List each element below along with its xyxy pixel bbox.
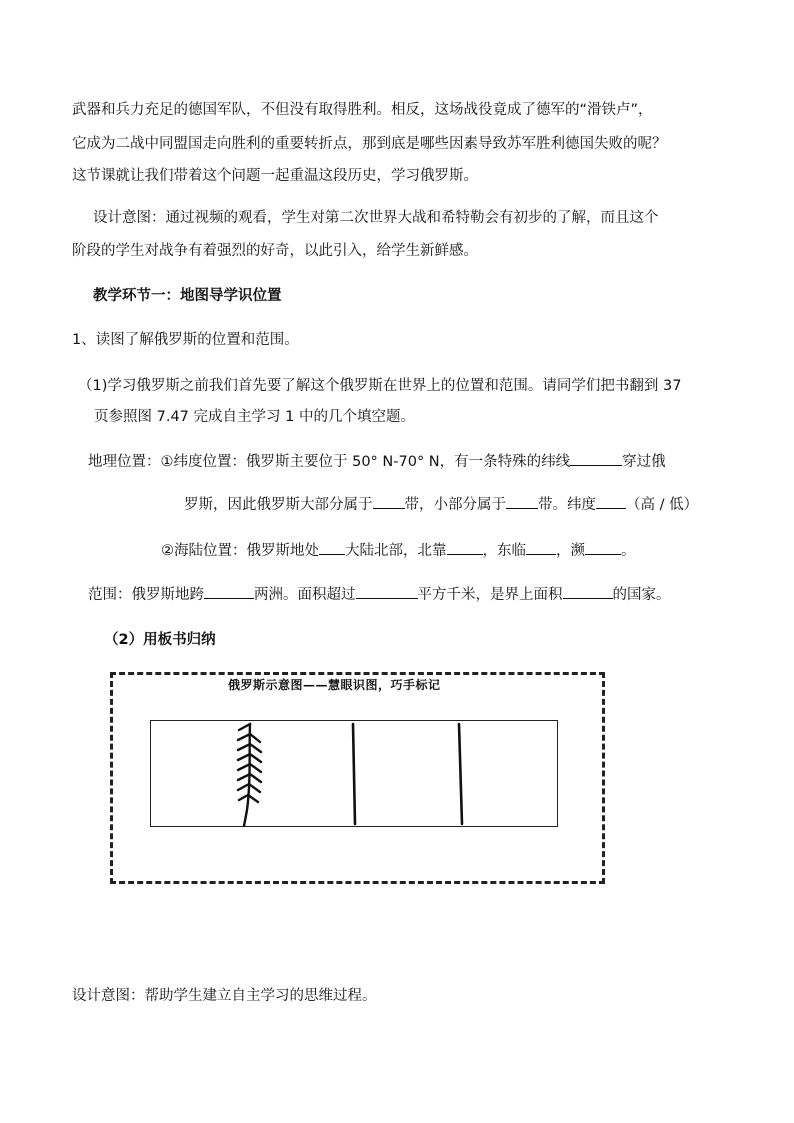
sub-1-line-1: （1)学习俄罗斯之前我们首先要了解这个俄罗斯在世界上的位置和范围。请同学们把书翻到 37 [78, 378, 682, 394]
geo-sea-land-text: ②海陆位置：俄罗斯地处 [161, 543, 319, 559]
blank-north-ocean[interactable] [447, 540, 483, 555]
item-1: 1、读图了解俄罗斯的位置和范围。 [72, 332, 299, 348]
blank-east-ocean[interactable] [526, 540, 556, 555]
geo-border-text: ，濒 [556, 543, 585, 559]
design-intent-1-line-1: 设计意图：通过视频的观看，学生对第二次世界大战和希特勒会有初步的了解，而且这个 [93, 210, 659, 226]
diagram-title: 俄罗斯示意图——慧眼识图，巧手标记 [228, 678, 441, 692]
blank-continents[interactable] [204, 584, 254, 599]
meridian-line-2 [459, 724, 462, 824]
russia-sketch-map [150, 720, 558, 827]
blank-border-sea[interactable] [585, 540, 621, 555]
geo-latitude-text-end: 穿过俄 [622, 454, 666, 470]
sub-2: （2）用板书归纳 [104, 632, 216, 648]
sub-1-line-2: 页参照图 7.47 完成自主学习 1 中的几个填空题。 [94, 409, 415, 425]
geo-high-low-text: （高 / 低） [626, 497, 699, 513]
blank-continent[interactable] [319, 540, 345, 555]
geo-line-1 [88, 451, 666, 472]
mountain-range-mark [238, 724, 261, 826]
meridian-line-1 [353, 724, 355, 824]
geo-line-2 [184, 494, 698, 515]
design-intent-1-line-2: 阶段的学生对战争有着强烈的好奇，以此引入，给学生新鲜感。 [72, 243, 478, 259]
geo-latitude-level-text: 带。纬度 [538, 497, 596, 513]
geo-line-3 [161, 540, 636, 561]
blank-special-latitude[interactable] [570, 451, 622, 466]
geo-zone-text-2: 带，小部分属于 [404, 497, 506, 513]
blank-major-zone[interactable] [373, 494, 405, 509]
range-line [88, 584, 671, 605]
blank-minor-zone[interactable] [506, 494, 538, 509]
range-text: 范围：俄罗斯地跨 [88, 587, 204, 603]
range-area-text: 两洲。面积超过 [254, 587, 356, 603]
geo-period: 。 [621, 543, 636, 559]
intro-line-2: 它成为二战中同盟国走向胜利的重要转折点，那到底是哪些因素导致苏军胜利德国失败的呢？ [72, 136, 667, 152]
geo-north-text: 大陆北部，北靠 [345, 543, 447, 559]
design-intent-2: 设计意图：帮助学生建立自主学习的思维过程。 [72, 988, 377, 1004]
geo-east-text: ，东临 [482, 543, 526, 559]
blank-latitude-level[interactable] [596, 494, 626, 509]
intro-line-3: 这节课就让我们带着这个问题一起重温这段历史，学习俄罗斯。 [72, 168, 478, 184]
blank-rank[interactable] [563, 584, 613, 599]
geo-zone-text: 罗斯，因此俄罗斯大部分属于 [184, 497, 373, 513]
range-size-text: 平方千米，是界上面积 [417, 587, 563, 603]
intro-line-1: 武器和兵力充足的德国军队，不但没有取得胜利。相反，这场战役竟成了德军的“滑铁卢”， [72, 102, 653, 118]
section-title: 教学环节一：地图导学识位置 [93, 288, 282, 304]
blank-area[interactable] [356, 584, 418, 599]
geo-latitude-text: 地理位置：①纬度位置：俄罗斯主要位于 50° N-70° N，有一条特殊的纬线 [88, 454, 571, 470]
range-end-text: 的国家。 [612, 587, 671, 603]
